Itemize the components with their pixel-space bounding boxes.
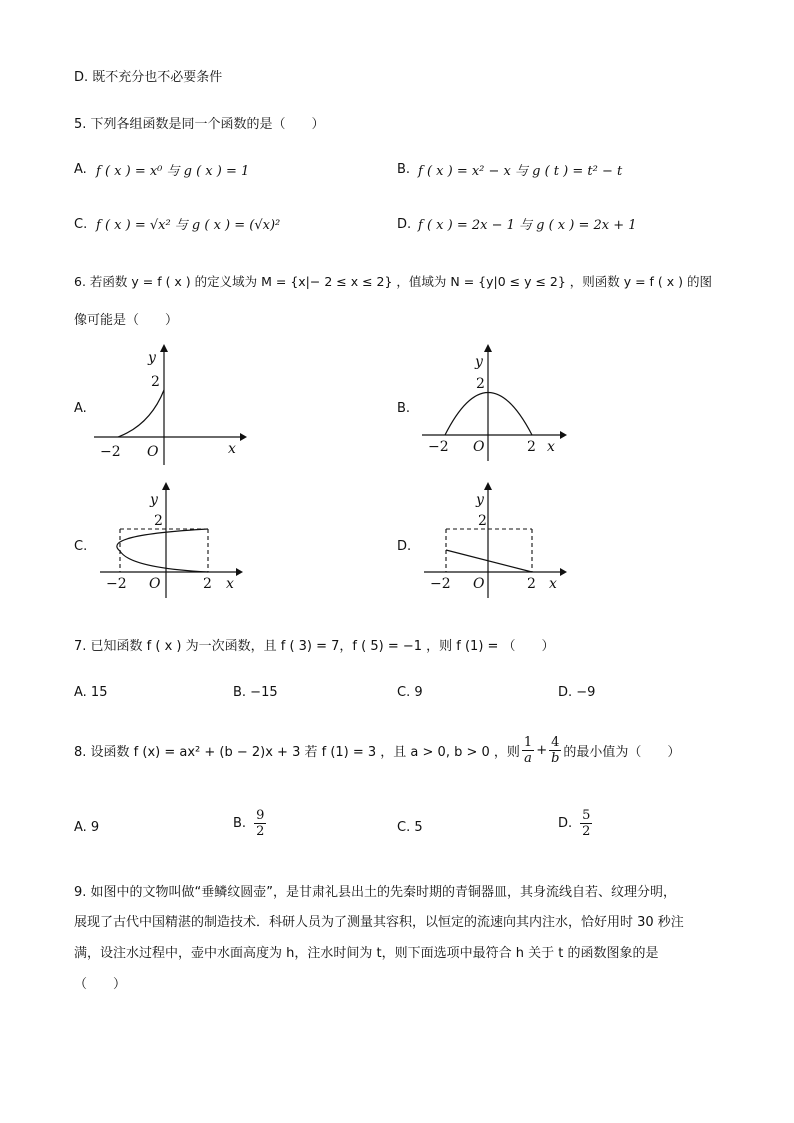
q7-option-d: D. −9 (558, 685, 596, 700)
q7-option-a: A. 15 (74, 685, 108, 700)
q6-graph-d-label: D. (397, 539, 412, 554)
q6-c-tick-pos2: 2 (203, 576, 212, 592)
q9-line2: 展现了古代中国精湛的制造技术．科研人员为了测量其容积，以恒定的流速向其内注水，恰好用时 30 秒注 (74, 915, 684, 930)
q6-a-x-label: x (228, 441, 236, 457)
q8-option-a: A. 9 (74, 820, 100, 835)
q6-c-tick-neg2: −2 (106, 576, 127, 592)
q8-fraction-4-over-b (549, 735, 561, 766)
q8-option-c: C. 5 (397, 820, 423, 835)
q8-option-d-num: 5 (582, 808, 591, 823)
q8-frac2-den: b (551, 751, 560, 766)
q6-b-x-label: x (547, 439, 555, 455)
q5-option-c: f ( x ) = √x² 与 g ( x ) = (√x)² (96, 218, 281, 233)
q8-option-b-fraction (254, 808, 266, 839)
q8-fraction-1-over-a (522, 735, 534, 766)
q6-graph-b-label: B. (397, 401, 411, 416)
q8-plus: + (536, 743, 548, 758)
q5-option-b-label: B. (397, 162, 411, 177)
q6-d-tick-neg2: −2 (430, 576, 451, 592)
q8-option-d-den: 2 (582, 824, 591, 839)
q8-frac1-den: a (524, 751, 532, 766)
q9-line3: 满，设注水过程中，壶中水面高度为 h，注水时间为 t，则下面选项中最符合 h 关于 t 的函数图象的是 (74, 946, 659, 961)
q6-b-tick-neg2: −2 (428, 439, 449, 455)
q8-option-d (558, 808, 592, 839)
q6-a-y-label: y (148, 350, 156, 366)
q6-stem-line2: 像可能是（ ） (74, 313, 179, 328)
q5-option-a: f ( x ) = x⁰ 与 g ( x ) = 1 (96, 164, 250, 179)
q6-a-tick-neg2: −2 (100, 444, 121, 460)
q6-d-x-label: x (549, 576, 557, 592)
q8-stem-text: 8. 设函数 f (x) = ax² + (b − 2)x + 3 若 f (1) = 3 ，且 a > 0, b > 0 ，则 (74, 745, 520, 760)
q6-graph-a-label: A. (74, 401, 87, 416)
q6-b-tick-2: 2 (476, 376, 485, 392)
q6-a-origin: O (147, 444, 159, 460)
q8-option-b (233, 808, 266, 839)
q6-d-origin: O (473, 576, 485, 592)
q8-option-d-fraction (580, 808, 592, 839)
q6-d-tick-2: 2 (478, 513, 487, 529)
q8-stem-end: 的最小值为（ ） (563, 745, 681, 760)
q8-frac2-num: 4 (551, 735, 560, 750)
q5-option-b: f ( x ) = x² − x 与 g ( t ) = t² − t (418, 164, 623, 179)
q5-stem: 5. 下列各组函数是同一个函数的是（ ） (74, 117, 325, 132)
q9-line4: （ ） (74, 977, 127, 992)
q8-option-b-num: 9 (256, 808, 265, 823)
q6-c-origin: O (149, 576, 161, 592)
q8-frac1-num: 1 (523, 735, 533, 750)
q6-stem-line1: 6. 若函数 y = f ( x ) 的定义域为 M = {x|− 2 ≤ x ≤ 2} ，值域为 N = {y|0 ≤ y ≤ 2} ，则函数 y = f ( x ) 的图 (74, 274, 713, 289)
q7-stem: 7. 已知函数 f ( x ) 为一次函数，且 f ( 3) = 7，f ( 5) = −1 ，则 f (1) = （ ） (74, 639, 555, 654)
q5-option-d: f ( x ) = 2x − 1 与 g ( x ) = 2x + 1 (418, 218, 637, 233)
q6-b-tick-pos2: 2 (527, 439, 536, 455)
q6-b-origin: O (473, 439, 485, 455)
q5-option-a-label: A. (74, 162, 87, 177)
q6-d-y-label: y (476, 492, 484, 508)
q6-c-tick-2: 2 (154, 513, 163, 529)
q8-option-d-label: D. (558, 816, 573, 831)
q6-c-y-label: y (150, 492, 158, 508)
q5-option-c-label: C. (74, 217, 88, 232)
q6-b-y-label: y (475, 354, 483, 370)
q5-option-d-label: D. (397, 217, 412, 232)
q8-option-b-label: B. (233, 816, 247, 831)
q4-option-d: D. 既不充分也不必要条件 (74, 70, 223, 85)
q8-stem (74, 735, 680, 766)
q6-graph-c-label: C. (74, 539, 88, 554)
q6-c-x-label: x (226, 576, 234, 592)
q6-d-tick-pos2: 2 (527, 576, 536, 592)
q6-a-tick-2: 2 (151, 374, 160, 390)
q7-option-c: C. 9 (397, 685, 423, 700)
q9-line1: 9. 如图中的文物叫做“垂鳞纹圆壶”，是甘肃礼县出土的先秦时期的青铜器皿，其身流线自若、纹理分明， (74, 885, 677, 900)
q8-option-b-den: 2 (256, 824, 265, 839)
q7-option-b: B. −15 (233, 685, 278, 700)
